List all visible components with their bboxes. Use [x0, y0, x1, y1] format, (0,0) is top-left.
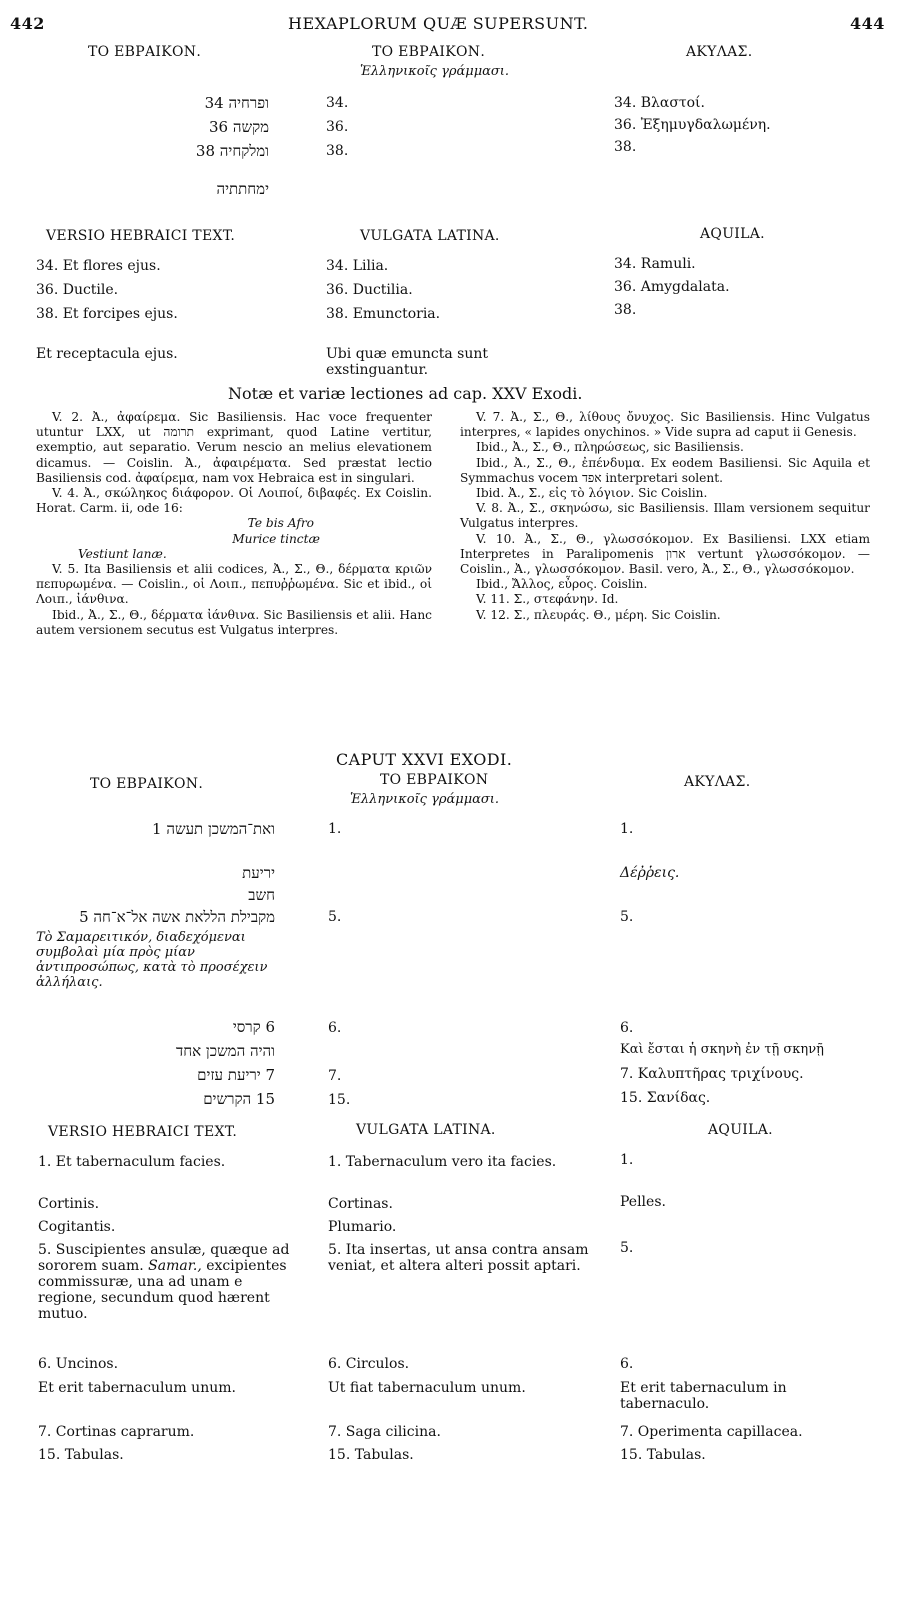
aquila-latin-line: Et erit tabernaculum in tabernaculo.: [620, 1380, 787, 1412]
vulgata-line: Cortinas.: [328, 1196, 393, 1212]
versio-line: 1. Et tabernaculum facies.: [38, 1154, 226, 1170]
aquila-greek-line: 38.: [614, 139, 637, 155]
col-subhead-greek-letters: Ἑλληνικοῖς γράμμασι.: [350, 792, 500, 807]
versio-text: 5. Suscipientes ansulæ, quæque ad sororem suam.: [38, 1242, 290, 1274]
versio-line: Et erit tabernaculum unum.: [38, 1380, 236, 1396]
col-head-aquila-latin: AQUILA.: [708, 1122, 773, 1138]
note-paragraph: Ibid., Ἀ., Σ., Θ., δέρματα ἰάνθινα. Sic Basiliensis et alii. Hanc autem versionem secutus est Vulgatus interpres.: [36, 607, 432, 637]
versio-line: Cortinis.: [38, 1196, 100, 1212]
col-head-hebrew: ΤΟ ΕΒΡΑΙΚΟΝ.: [88, 44, 202, 60]
hebrew-line: ימחתתיה: [216, 180, 269, 198]
aquila-greek-line: 36. Ἐξημυγδαλωμένη.: [614, 117, 771, 133]
aquila-greek-line: Καὶ ἔσται ἡ σκηνὴ ἐν τῇ σκηνῇ: [620, 1042, 824, 1057]
transliteration-line: 6.: [328, 1020, 342, 1036]
note-paragraph: Ibid., Ἀ., Σ., Θ., πληρώσεως, sic Basiliensis.: [476, 440, 744, 455]
aquila-latin-line: 36. Amygdalata.: [614, 279, 730, 295]
hebrew-line: יריעת: [242, 864, 275, 882]
hebrew-line: ואת־המשכן תעשה 1: [152, 820, 275, 838]
chapter-title: CAPUT XXVI EXODI.: [336, 750, 513, 769]
col-head-hebrew: ΤΟ ΕΒΡΑΙΚΟΝ.: [90, 776, 204, 792]
aquila-greek-line: 7. Καλυπτῆρας τριχίνους.: [620, 1066, 804, 1082]
versio-line: Et receptacula ejus.: [36, 346, 178, 362]
page-number-left: 442: [10, 14, 45, 33]
transliteration-line: 36.: [326, 119, 349, 135]
aquila-latin-line: 5.: [620, 1240, 634, 1256]
running-title: HEXAPLORUM QUÆ SUPERSUNT.: [288, 14, 589, 33]
versio-line: 38. Et forcipes ejus.: [36, 306, 178, 322]
hebrew-line: ופרחיה 34: [204, 94, 269, 112]
quotation-line: Vestiunt lanæ.: [78, 546, 167, 561]
hebrew-line: 6 קרסי: [232, 1018, 275, 1036]
vulgata-line: Ut fiat tabernaculum unum.: [328, 1380, 526, 1396]
note-paragraph: V. 5. Ita Basiliensis et alii codices, Ἀ., Σ., Θ., δέρματα κριῶν πεπυρωμένα. — Coislin., οἱ Λοιπ., πεπυῤῥωμένα. Sic et ibid., οἱ Λοιπ., ἰάνθινα.: [36, 562, 432, 607]
col-head-transliteration: ΤΟ ΕΒΡΑΙΚΟΝ.: [372, 44, 486, 60]
col-subhead-greek-letters: Ἑλληνικοῖς γράμμασι.: [360, 64, 510, 79]
aquila-greek-line: 15. Σανίδας.: [620, 1090, 711, 1106]
col-head-aquila: ΑΚΥΛΑΣ.: [684, 774, 751, 790]
transliteration-line: 15.: [328, 1092, 351, 1108]
notes-right-column: [460, 410, 870, 623]
page-number-right: 444: [850, 14, 885, 33]
transliteration-line: 7.: [328, 1068, 342, 1084]
note-paragraph: V. 8. Ἀ., Σ., σκηνώσω, sic Basiliensis. Illam versionem sequitur Vulgatus interpres.: [460, 501, 870, 531]
hebrew-line: מקשה 36: [208, 118, 269, 136]
versio-line: Cogitantis.: [38, 1219, 116, 1235]
note-paragraph: V. 7. Ἀ., Σ., Θ., λίθους ὄνυχος. Sic Basiliensis. Hinc Vulgatus interpres, « lapides onychinos. » Vide supra ad caput ii Genesis.: [460, 410, 870, 440]
note-paragraph: Ibid., Ἀ., Σ., Θ., ἐπένδυμα. Ex eodem Basiliensi. Sic Aquila et Symmachus vocem אפד interpretari solent.: [460, 455, 870, 485]
versio-line: [38, 1242, 292, 1322]
notes-title: Notæ et variæ lectiones ad cap. XXV Exodi.: [228, 384, 583, 403]
aquila-latin-line: Pelles.: [620, 1194, 666, 1210]
vulgata-line: Ubi quæ emuncta sunt exstinguantur.: [326, 346, 488, 378]
transliteration-line: 34.: [326, 95, 349, 111]
versio-line: 36. Ductile.: [36, 282, 119, 298]
note-paragraph: V. 12. Σ., πλευράς. Θ., μέρη. Sic Coislin.: [476, 607, 721, 622]
note-paragraph: V. 11. Σ., στεφάνην. Id.: [476, 592, 619, 607]
vulgata-line: Plumario.: [328, 1219, 397, 1235]
versio-line: 7. Cortinas caprarum.: [38, 1424, 195, 1440]
note-paragraph: Ibid. Ἀ., Σ., εἰς τὸ λόγιον. Sic Coislin.: [476, 486, 708, 501]
aquila-latin-line: 34. Ramuli.: [614, 256, 696, 272]
aquila-greek-line: 1.: [620, 821, 634, 837]
versio-line: 34. Et flores ejus.: [36, 258, 161, 274]
hebrew-line: ומלקחיה 38: [195, 142, 269, 160]
vulgata-line: 38. Emunctoria.: [326, 306, 441, 322]
samaritan-label: Samar.,: [148, 1258, 202, 1274]
note-paragraph: V. 10. Ἀ., Σ., Θ., γλωσσόκομον. Ex Basiliensi. LXX etiam Interpretes in Paralipomenis ארון vertunt γλωσσόκομον. — Coislin., Ἀ., γλωσσόκομον. Basil. vero, Ἀ., Σ., Θ., γλωσσόκομον.: [460, 531, 870, 577]
hebrew-line: חשב: [248, 886, 275, 904]
col-head-vulgata: VULGATA LATINA.: [356, 1122, 496, 1138]
aquila-greek-line: 6.: [620, 1020, 634, 1036]
versio-line: 6. Uncinos.: [38, 1356, 119, 1372]
col-head-versio: VERSIO HEBRAICI TEXT.: [46, 228, 236, 244]
aquila-latin-line: 7. Operimenta capillacea.: [620, 1424, 803, 1440]
vulgata-line: 34. Lilia.: [326, 258, 389, 274]
aquila-latin-line: 1.: [620, 1152, 634, 1168]
transliteration-line: 1.: [328, 821, 342, 837]
versio-text: excipientes commissuræ, una ad unam e regione, secundum quod hærent mutuo.: [38, 1258, 287, 1322]
hebrew-line: 15 הקרשים: [203, 1090, 275, 1108]
aquila-greek-line: Δέῤῥεις.: [620, 865, 680, 881]
quotation-line: Murice tinctæ: [232, 531, 320, 546]
aquila-greek-line: 5.: [620, 909, 634, 925]
vulgata-line: 36. Ductilia.: [326, 282, 413, 298]
quotation-line: Te bis Afro: [247, 516, 314, 531]
samaritan-note: Τὸ Σαμαρειτικόν, διαδεχόμεναι συμβολαὶ μία πρὸς μίαν ἀντιπροσώπως, κατὰ τὸ προσέχειν ἀλλήλαις.: [36, 930, 268, 990]
col-head-aquila-latin: AQUILA.: [700, 226, 765, 242]
aquila-latin-line: 15. Tabulas.: [620, 1447, 706, 1463]
transliteration-line: 38.: [326, 143, 349, 159]
aquila-latin-line: 6.: [620, 1356, 634, 1372]
vulgata-line: 6. Circulos.: [328, 1356, 410, 1372]
col-head-versio: VERSIO HEBRAICI TEXT.: [48, 1124, 238, 1140]
aquila-greek-line: 34. Βλαστοί.: [614, 95, 705, 111]
vulgata-line: 15. Tabulas.: [328, 1447, 414, 1463]
col-head-transliteration: ΤΟ ΕΒΡΑΙΚΟΝ: [380, 772, 489, 788]
col-head-vulgata: VULGATA LATINA.: [360, 228, 500, 244]
versio-line: 15. Tabulas.: [38, 1447, 124, 1463]
notes-left-column: [36, 410, 432, 638]
note-paragraph: V. 2. Ἀ., ἀφαίρεμα. Sic Basiliensis. Hac voce frequenter utuntur LXX, ut תרומה exprimant, quod Latine vertitur, exemptio, aut separatio. Verum nescio an melius elevationem dicamus. — Coislin. Ἀ., ἀφαιρέματα. Sed præstat lectio Basiliensis cod. ἀφαίρεμα, nam vox Hebraica est in singulari.: [36, 410, 432, 485]
col-head-aquila: ΑΚΥΛΑΣ.: [686, 44, 753, 60]
transliteration-line: 5.: [328, 909, 342, 925]
vulgata-line: 7. Saga cilicina.: [328, 1424, 441, 1440]
vulgata-line: 5. Ita insertas, ut ansa contra ansam veniat, et altera alteri possit aptari.: [328, 1242, 589, 1274]
hebrew-line: 7 יריעת עזים: [197, 1066, 275, 1084]
vulgata-line: 1. Tabernaculum vero ita facies.: [328, 1154, 557, 1170]
hebrew-line: והיה המשכן אחד: [176, 1042, 275, 1060]
note-paragraph: V. 4. Ἀ., σκώληκος διάφορον. Οἱ Λοιποί, διβαφές. Ex Coislin. Horat. Carm. ii, ode 16:: [36, 486, 432, 516]
aquila-latin-line: 38.: [614, 302, 637, 318]
note-paragraph: Ibid., Ἄλλος, εὖρος. Coislin.: [476, 577, 648, 592]
hebrew-line: מקבילת הללאת אשה אל־א־חה 5: [79, 908, 275, 926]
